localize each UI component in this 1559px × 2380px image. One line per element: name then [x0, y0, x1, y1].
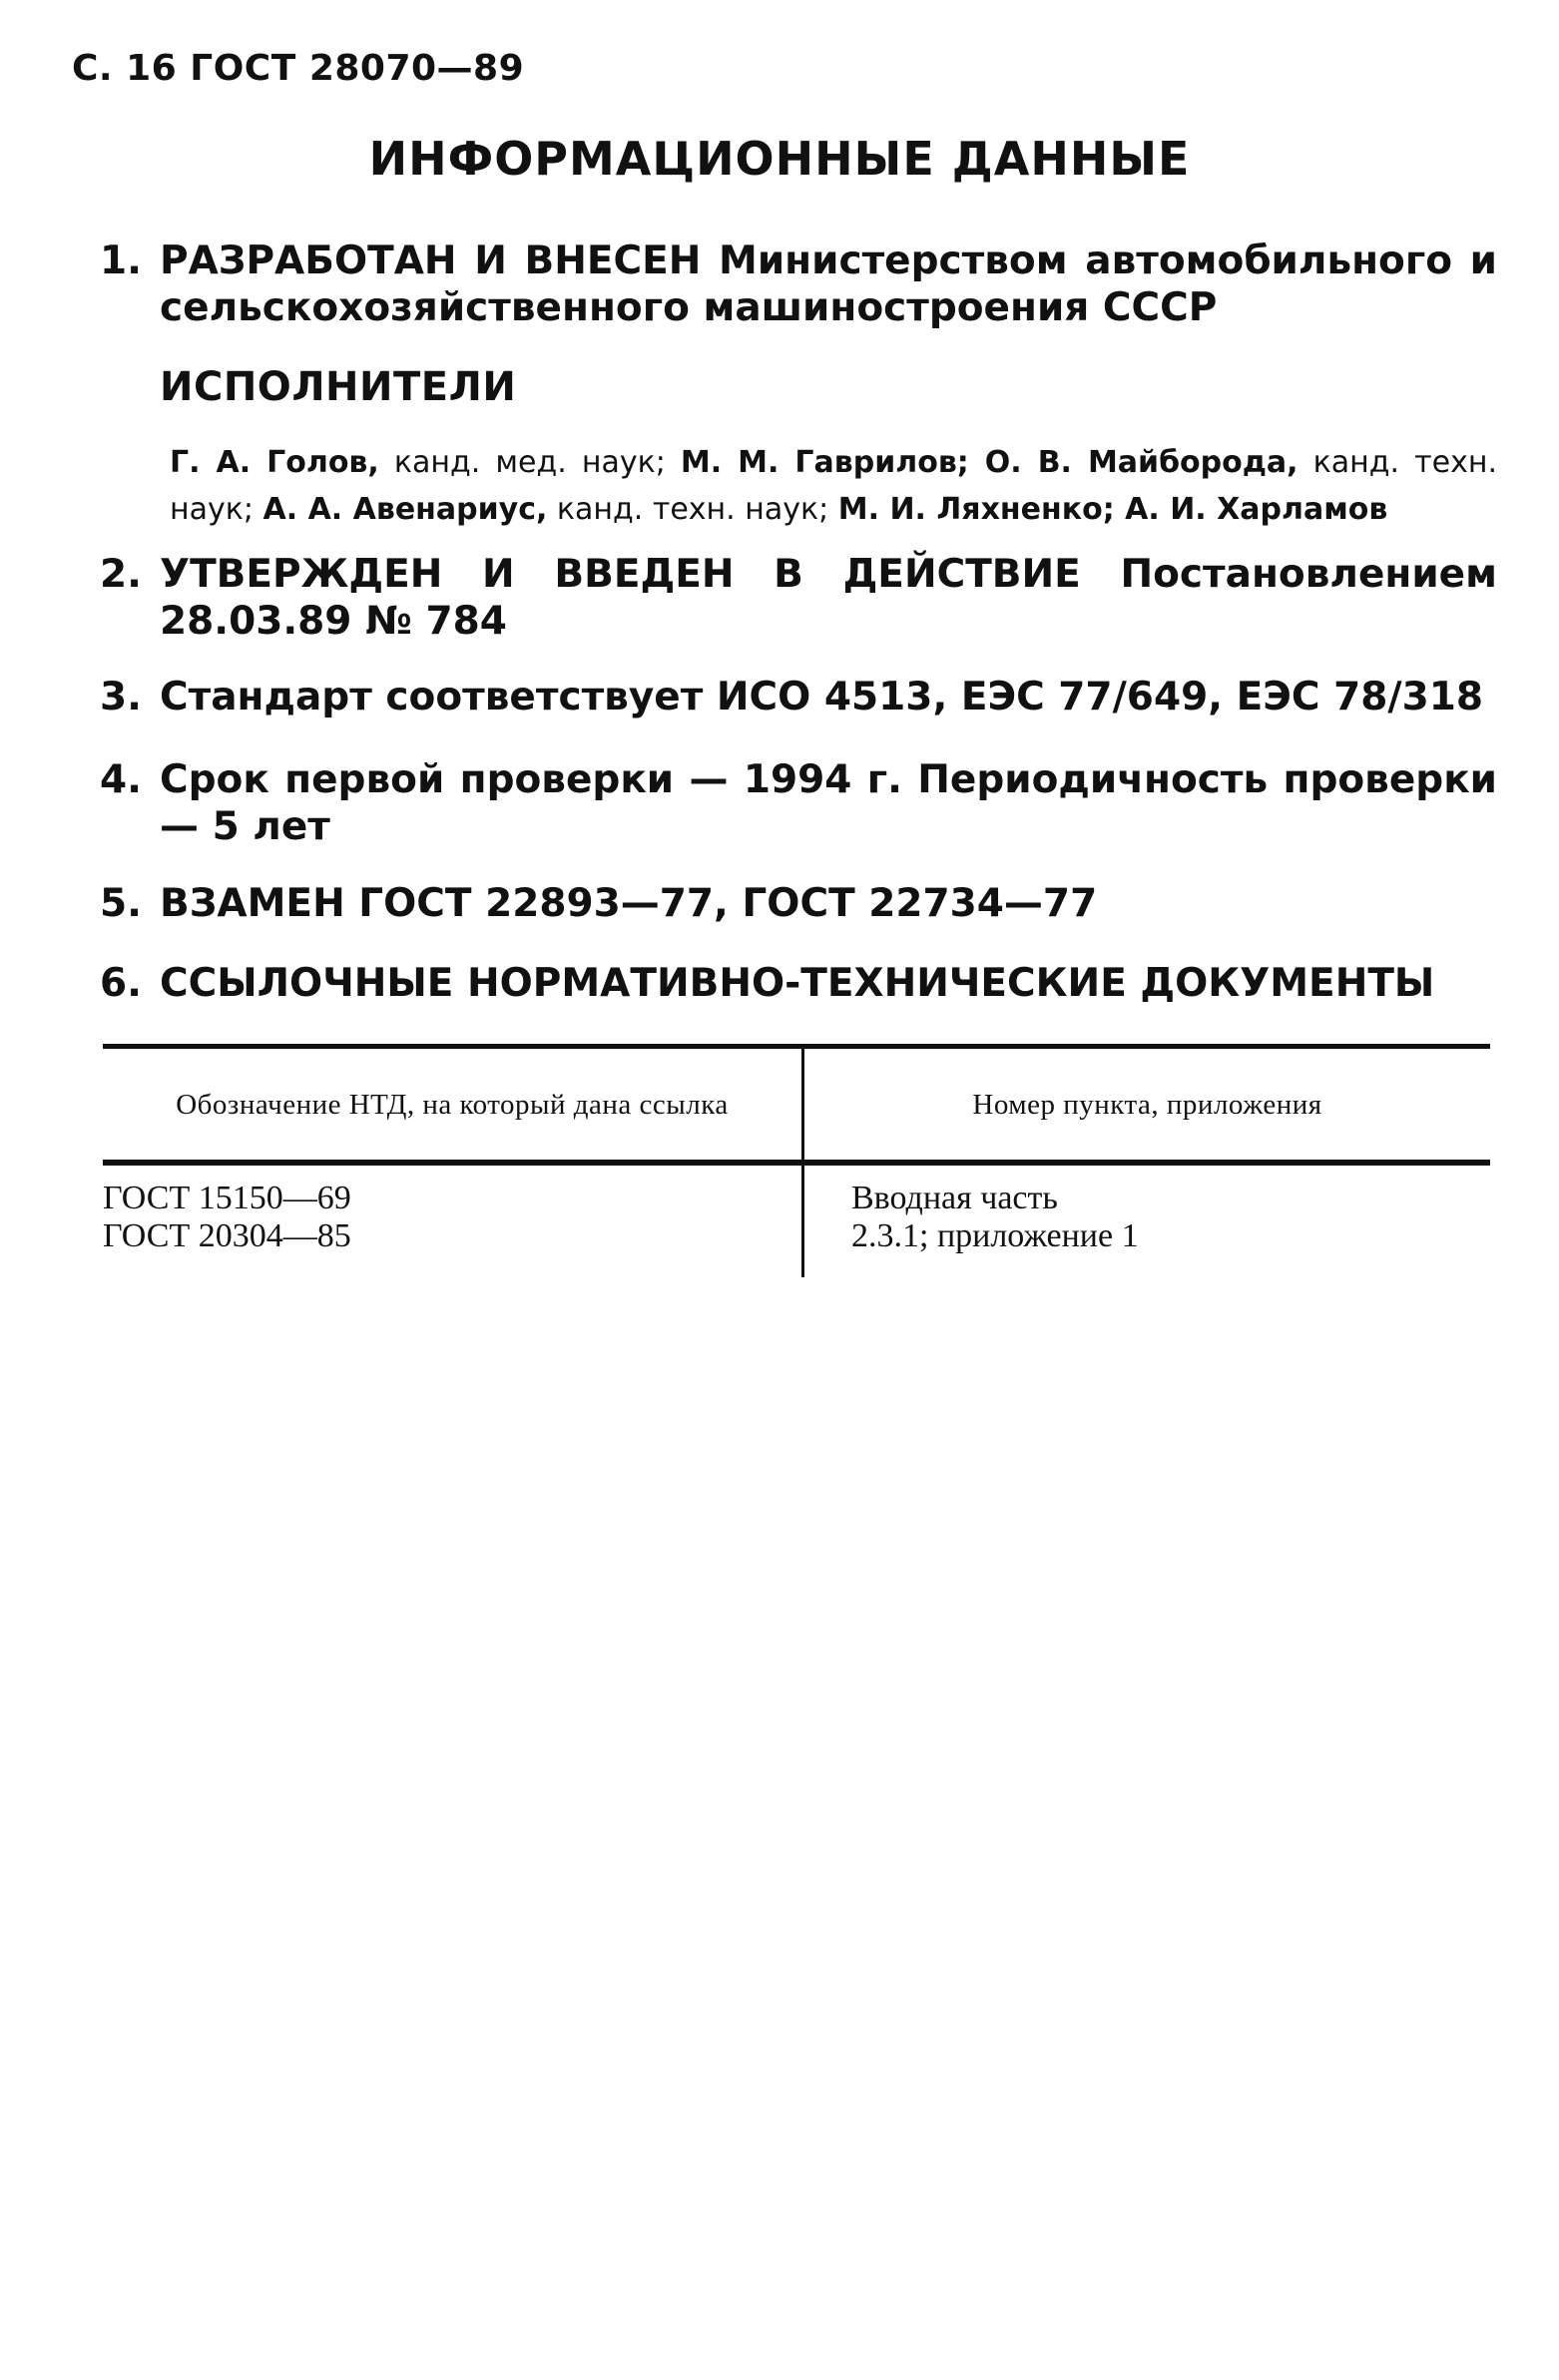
item-bold-lead: РАЗРАБОТАН И ВНЕСЕН — [160, 238, 702, 283]
executors-heading: ИСПОЛНИТЕЛИ — [160, 364, 517, 410]
info-item-2 — [100, 551, 1497, 645]
item-number: 2. — [100, 552, 142, 597]
column-header-designation: Обозначение НТД, на который дана ссылка — [176, 1088, 729, 1121]
item-number: 6. — [100, 961, 142, 1006]
executor-degree: канд. мед. наук; — [378, 445, 681, 480]
item-number: 3. — [100, 675, 142, 719]
item-rest: Министерством автомобильного и сельскохозяйственного машиностроения СССР — [160, 238, 1497, 330]
item-text: ВЗАМЕН ГОСТ 22893—77, ГОСТ 22734—77 — [160, 881, 1098, 926]
info-item-5 — [100, 880, 1497, 927]
executors-list — [170, 439, 1497, 533]
item-number: 1. — [100, 238, 142, 283]
executor-name: О. В. Майборода, — [984, 445, 1299, 480]
page-title: ИНФОРМАЦИОННЫЕ ДАННЫЕ — [368, 132, 1191, 186]
executor-name: А. И. Харламов — [1125, 492, 1388, 527]
executor-degree: канд. техн. наук; — [170, 445, 1497, 527]
reference-table — [103, 1044, 1490, 1277]
table-cell: ГОСТ 15150—69 — [103, 1180, 351, 1216]
executor-name: Г. А. Голов, — [170, 445, 379, 480]
info-item-6 — [100, 960, 1497, 1007]
item-text: Срок первой проверки — 1994 г. Периодичность проверки — 5 лет — [160, 757, 1497, 849]
executor-name: А. А. Авенариус, — [262, 492, 548, 527]
item-text: Стандарт соответствует ИСО 4513, ЕЭС 77/649, ЕЭС 78/318 — [160, 675, 1483, 719]
table-cell: ГОСТ 20304—85 — [103, 1217, 351, 1254]
item-number: 4. — [100, 757, 142, 802]
column-header-clause: Номер пункта, приложения — [972, 1088, 1322, 1121]
item-text: ССЫЛОЧНЫЕ НОРМАТИВНО-ТЕХНИЧЕСКИЕ ДОКУМЕНТЫ — [160, 961, 1435, 1006]
item-number: 5. — [100, 881, 142, 926]
designation-column — [103, 1180, 351, 1255]
info-item-3 — [100, 674, 1497, 720]
column-divider — [801, 1166, 804, 1277]
executor-name: М. И. Ляхненко; — [837, 492, 1126, 527]
page-header: С. 16 ГОСТ 28070—89 — [72, 48, 525, 89]
info-item-1 — [100, 238, 1497, 331]
table-cell: 2.3.1; приложение 1 — [851, 1217, 1139, 1254]
info-item-4 — [100, 756, 1497, 850]
item-text: УТВЕРЖДЕН И ВВЕДЕН В ДЕЙСТВИЕ Постановлением 28.03.89 № 784 — [160, 552, 1497, 644]
clause-column — [851, 1180, 1139, 1255]
table-cell: Вводная часть — [851, 1180, 1058, 1216]
item-text — [160, 238, 1497, 331]
table-header — [103, 1049, 1490, 1160]
executor-name: М. М. Гаврилов; — [680, 445, 985, 480]
table-body — [103, 1166, 1490, 1277]
executor-degree: канд. техн. наук; — [547, 492, 838, 527]
